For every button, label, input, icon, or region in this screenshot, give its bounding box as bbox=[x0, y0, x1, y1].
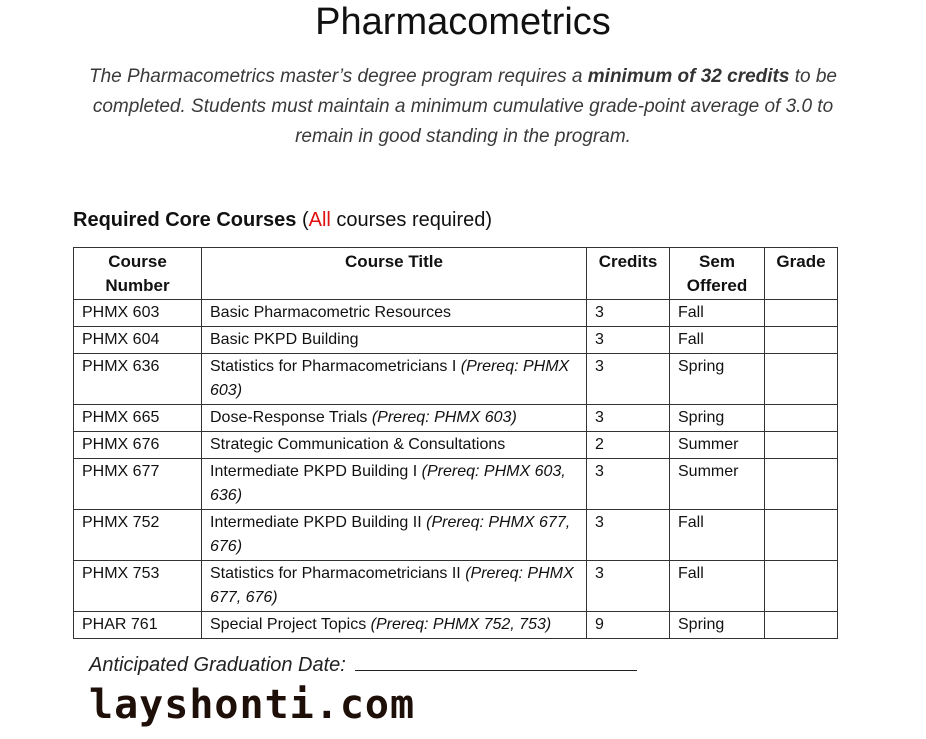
credits-cell: 3 bbox=[587, 405, 670, 432]
core-courses-table bbox=[73, 247, 838, 639]
table-row bbox=[74, 354, 838, 405]
course-number-cell: PHMX 665 bbox=[74, 405, 202, 432]
semester-cell: Spring bbox=[670, 405, 765, 432]
course-prereq: (Prereq: PHMX 603, 636) bbox=[210, 463, 566, 504]
table-row bbox=[74, 459, 838, 510]
course-title-cell bbox=[202, 612, 587, 639]
credits-cell: 3 bbox=[587, 354, 670, 405]
course-title: Strategic Communication & Consultations bbox=[210, 436, 506, 453]
table-row bbox=[74, 561, 838, 612]
course-title: Intermediate PKPD Building I bbox=[210, 463, 422, 480]
graduation-date-field bbox=[89, 651, 637, 679]
course-number-cell: PHMX 752 bbox=[74, 510, 202, 561]
course-prereq: (Prereq: PHMX 677, 676) bbox=[210, 565, 574, 606]
header-credits: Credits bbox=[587, 248, 670, 300]
course-prereq: (Prereq: PHMX 603) bbox=[371, 409, 517, 426]
course-title-cell bbox=[202, 459, 587, 510]
course-title: Special Project Topics bbox=[210, 616, 371, 633]
credits-cell: 3 bbox=[587, 510, 670, 561]
header-grade: Grade bbox=[765, 248, 838, 300]
course-title-cell bbox=[202, 354, 587, 405]
table-row bbox=[74, 510, 838, 561]
course-title-cell bbox=[202, 327, 587, 354]
course-number-cell: PHMX 604 bbox=[74, 327, 202, 354]
course-number-cell: PHMX 753 bbox=[74, 561, 202, 612]
course-number-cell: PHMX 676 bbox=[74, 432, 202, 459]
course-prereq: (Prereq: PHMX 752, 753) bbox=[370, 616, 552, 633]
grade-cell[interactable] bbox=[765, 459, 838, 510]
course-title: Statistics for Pharmacometricians I bbox=[210, 358, 461, 375]
semester-cell: Fall bbox=[670, 327, 765, 354]
grade-cell[interactable] bbox=[765, 612, 838, 639]
header-course-title: Course Title bbox=[202, 248, 587, 300]
section-heading-rest: courses required) bbox=[330, 209, 493, 231]
grade-cell[interactable] bbox=[765, 510, 838, 561]
semester-cell: Summer bbox=[670, 459, 765, 510]
watermark-logo: layshonti.com bbox=[89, 682, 416, 728]
credits-cell: 3 bbox=[587, 327, 670, 354]
course-number-cell: PHMX 603 bbox=[74, 300, 202, 327]
intro-text-1: The Pharmacometrics master’s degree program requires a bbox=[89, 66, 588, 87]
table-row bbox=[74, 405, 838, 432]
course-prereq: (Prereq: PHMX 603) bbox=[210, 358, 570, 399]
table-header-row bbox=[74, 248, 838, 300]
grade-cell[interactable] bbox=[765, 561, 838, 612]
header-sem-offered: Sem Offered bbox=[670, 248, 765, 300]
course-title: Dose-Response Trials bbox=[210, 409, 372, 426]
section-heading-highlight: All bbox=[308, 209, 331, 231]
credits-cell: 3 bbox=[587, 459, 670, 510]
grade-cell[interactable] bbox=[765, 405, 838, 432]
course-title: Basic Pharmacometric Resources bbox=[210, 304, 451, 321]
semester-cell: Summer bbox=[670, 432, 765, 459]
table-row bbox=[74, 300, 838, 327]
course-prereq: (Prereq: PHMX 677, 676) bbox=[210, 514, 571, 555]
program-intro bbox=[70, 62, 856, 152]
semester-cell: Spring bbox=[670, 612, 765, 639]
credits-cell: 3 bbox=[587, 561, 670, 612]
semester-cell: Fall bbox=[670, 561, 765, 612]
semester-cell: Fall bbox=[670, 510, 765, 561]
credits-cell: 9 bbox=[587, 612, 670, 639]
course-title-cell bbox=[202, 432, 587, 459]
course-number-cell: PHAR 761 bbox=[74, 612, 202, 639]
course-title: Basic PKPD Building bbox=[210, 331, 359, 348]
graduation-date-blank[interactable] bbox=[355, 652, 637, 671]
semester-cell: Spring bbox=[670, 354, 765, 405]
section-heading bbox=[73, 206, 492, 234]
grade-cell[interactable] bbox=[765, 300, 838, 327]
table-row bbox=[74, 432, 838, 459]
course-title: Statistics for Pharmacometricians II bbox=[210, 565, 466, 582]
course-title-cell bbox=[202, 561, 587, 612]
intro-credit-requirement: minimum of 32 credits bbox=[587, 66, 790, 87]
intro-text-2: to be completed. Students must maintain a minimum cumulative grade-point average of 3.0 to remain in good standing in the program. bbox=[92, 66, 837, 147]
header-course-number: Course Number bbox=[74, 248, 202, 300]
course-title-cell bbox=[202, 510, 587, 561]
course-title-cell bbox=[202, 405, 587, 432]
graduation-date-label: Anticipated Graduation Date: bbox=[89, 654, 352, 676]
credits-cell: 2 bbox=[587, 432, 670, 459]
course-title: Intermediate PKPD Building II bbox=[210, 514, 427, 531]
course-number-cell: PHMX 636 bbox=[74, 354, 202, 405]
grade-cell[interactable] bbox=[765, 354, 838, 405]
table-row bbox=[74, 327, 838, 354]
grade-cell[interactable] bbox=[765, 327, 838, 354]
grade-cell[interactable] bbox=[765, 432, 838, 459]
page-title: Pharmacometrics bbox=[315, 1, 611, 43]
section-heading-paren: ( bbox=[296, 209, 309, 231]
section-heading-title: Required Core Courses bbox=[73, 209, 297, 231]
table-row bbox=[74, 612, 838, 639]
semester-cell: Fall bbox=[670, 300, 765, 327]
course-number-cell: PHMX 677 bbox=[74, 459, 202, 510]
course-title-cell bbox=[202, 300, 587, 327]
table-body bbox=[74, 300, 838, 639]
credits-cell: 3 bbox=[587, 300, 670, 327]
